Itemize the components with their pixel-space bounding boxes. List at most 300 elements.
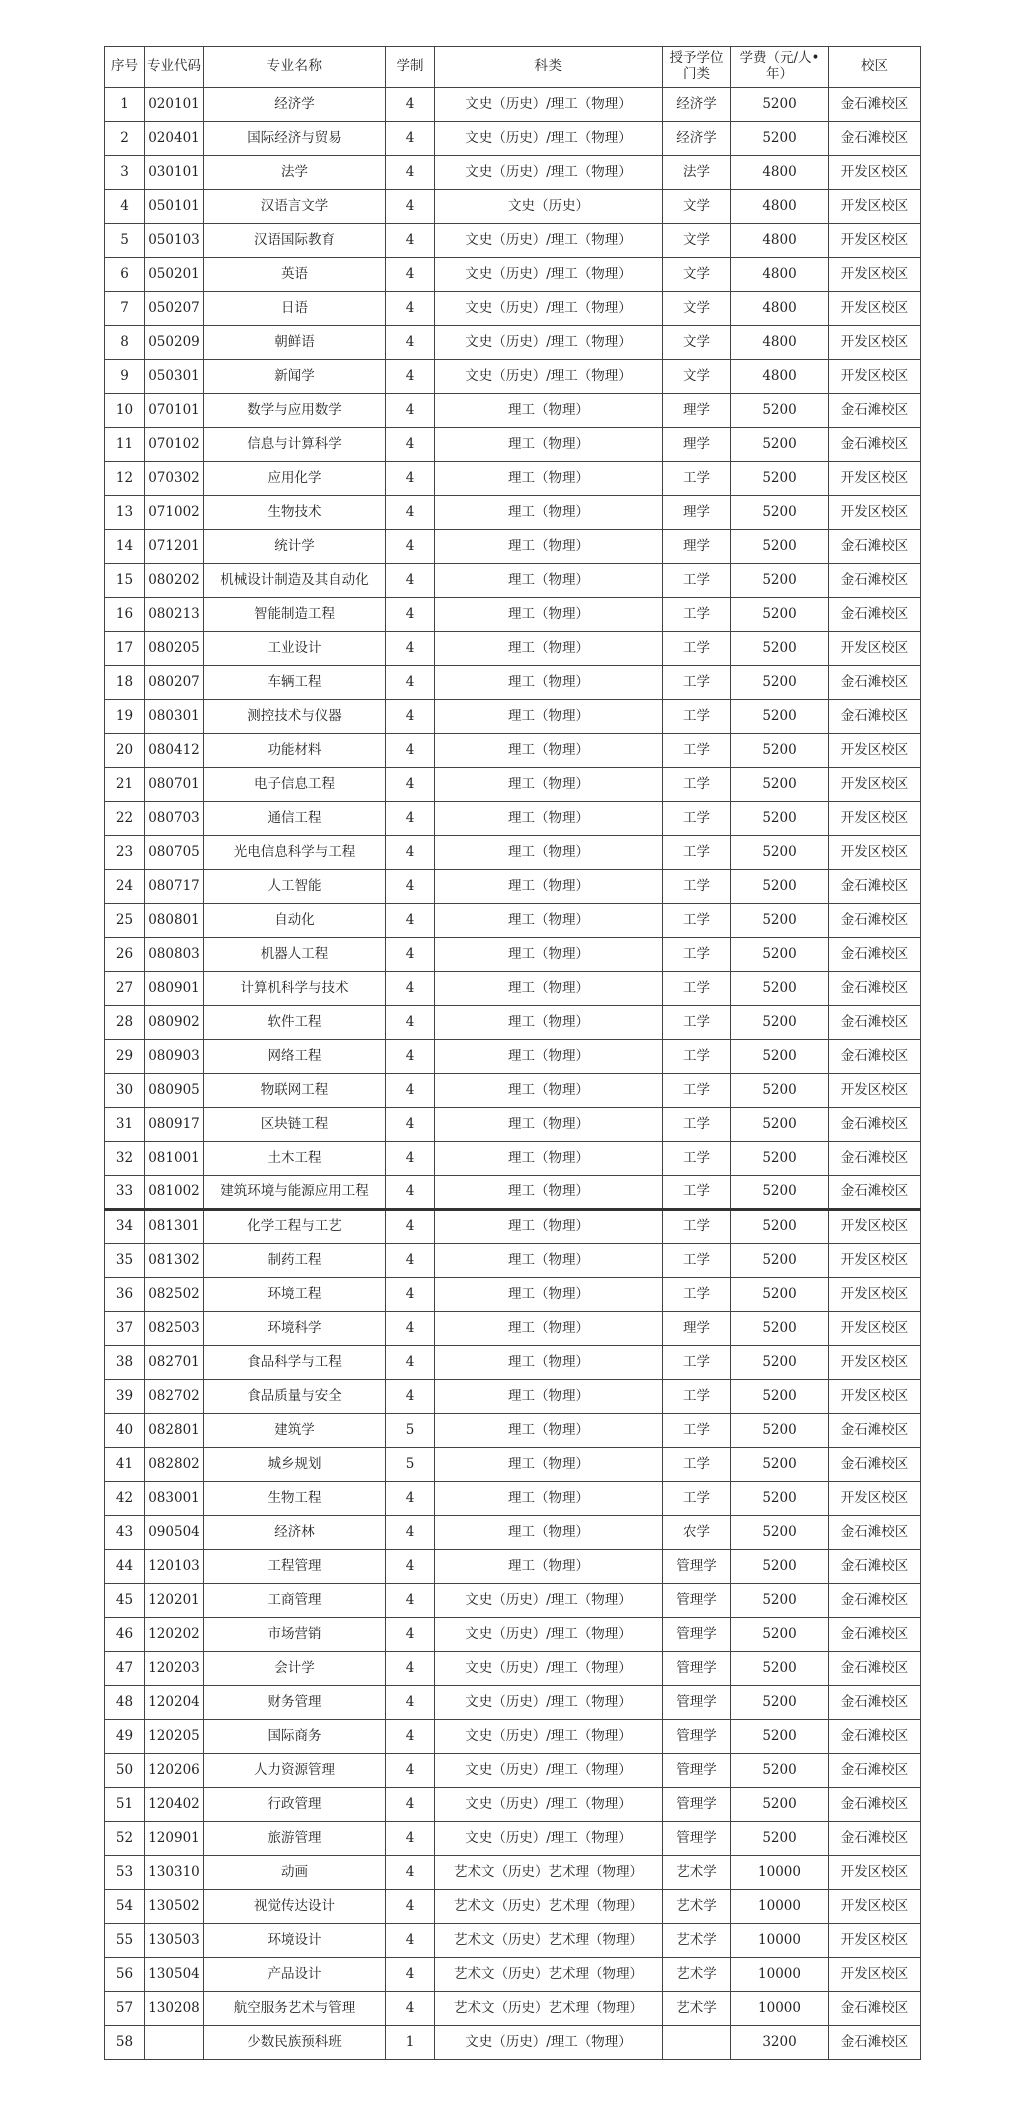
cell-name: 车辆工程 bbox=[204, 666, 386, 700]
cell-fee: 10000 bbox=[731, 1924, 829, 1958]
cell-fee: 5200 bbox=[731, 530, 829, 564]
cell-years: 4 bbox=[386, 1346, 435, 1380]
table-row bbox=[105, 360, 921, 394]
header-fee: 学费（元/人•年） bbox=[731, 47, 829, 88]
cell-name: 生物技术 bbox=[204, 496, 386, 530]
cell-degree: 管理学 bbox=[663, 1686, 731, 1720]
cell-name: 环境工程 bbox=[204, 1278, 386, 1312]
cell-name: 数学与应用数学 bbox=[204, 394, 386, 428]
cell-degree: 工学 bbox=[663, 1278, 731, 1312]
cell-fee: 5200 bbox=[731, 1142, 829, 1176]
cell-seq: 30 bbox=[105, 1074, 145, 1108]
cell-name: 日语 bbox=[204, 292, 386, 326]
cell-years: 4 bbox=[386, 1788, 435, 1822]
cell-years: 4 bbox=[386, 1210, 435, 1244]
table-row bbox=[105, 1856, 921, 1890]
cell-campus: 金石滩校区 bbox=[829, 1040, 921, 1074]
cell-fee: 5200 bbox=[731, 1346, 829, 1380]
cell-seq: 21 bbox=[105, 768, 145, 802]
cell-seq: 42 bbox=[105, 1482, 145, 1516]
cell-name: 产品设计 bbox=[204, 1958, 386, 1992]
cell-degree: 管理学 bbox=[663, 1788, 731, 1822]
major-fee-table bbox=[104, 46, 921, 2060]
cell-campus: 开发区校区 bbox=[829, 156, 921, 190]
cell-fee: 5200 bbox=[731, 1006, 829, 1040]
cell-fee: 5200 bbox=[731, 1380, 829, 1414]
table-row bbox=[105, 802, 921, 836]
cell-seq: 38 bbox=[105, 1346, 145, 1380]
cell-name: 通信工程 bbox=[204, 802, 386, 836]
cell-campus: 金石滩校区 bbox=[829, 1652, 921, 1686]
cell-degree: 管理学 bbox=[663, 1584, 731, 1618]
cell-code: 082801 bbox=[145, 1414, 204, 1448]
cell-campus: 金石滩校区 bbox=[829, 1108, 921, 1142]
cell-code: 120201 bbox=[145, 1584, 204, 1618]
cell-name: 功能材料 bbox=[204, 734, 386, 768]
cell-years: 4 bbox=[386, 1074, 435, 1108]
cell-campus: 金石滩校区 bbox=[829, 1618, 921, 1652]
cell-code: 082802 bbox=[145, 1448, 204, 1482]
cell-seq: 51 bbox=[105, 1788, 145, 1822]
cell-subject: 理工（物理） bbox=[435, 564, 663, 598]
table-row bbox=[105, 292, 921, 326]
cell-name: 市场营销 bbox=[204, 1618, 386, 1652]
cell-years: 4 bbox=[386, 258, 435, 292]
cell-name: 旅游管理 bbox=[204, 1822, 386, 1856]
cell-subject: 理工（物理） bbox=[435, 394, 663, 428]
cell-years: 5 bbox=[386, 1414, 435, 1448]
cell-degree: 艺术学 bbox=[663, 1856, 731, 1890]
cell-code: 080803 bbox=[145, 938, 204, 972]
cell-seq: 41 bbox=[105, 1448, 145, 1482]
table-row bbox=[105, 122, 921, 156]
cell-code: 070102 bbox=[145, 428, 204, 462]
cell-campus: 开发区校区 bbox=[829, 1924, 921, 1958]
cell-seq: 53 bbox=[105, 1856, 145, 1890]
cell-subject: 理工（物理） bbox=[435, 1346, 663, 1380]
cell-years: 4 bbox=[386, 1550, 435, 1584]
table-row bbox=[105, 1244, 921, 1278]
table-row bbox=[105, 972, 921, 1006]
table-row bbox=[105, 598, 921, 632]
cell-degree: 理学 bbox=[663, 394, 731, 428]
cell-seq: 16 bbox=[105, 598, 145, 632]
cell-degree: 工学 bbox=[663, 972, 731, 1006]
cell-degree: 工学 bbox=[663, 904, 731, 938]
table-row bbox=[105, 88, 921, 122]
cell-years: 4 bbox=[386, 1856, 435, 1890]
cell-fee: 5200 bbox=[731, 972, 829, 1006]
cell-degree: 经济学 bbox=[663, 122, 731, 156]
cell-fee: 10000 bbox=[731, 1890, 829, 1924]
cell-name: 环境科学 bbox=[204, 1312, 386, 1346]
cell-seq: 48 bbox=[105, 1686, 145, 1720]
cell-degree: 工学 bbox=[663, 598, 731, 632]
cell-seq: 47 bbox=[105, 1652, 145, 1686]
table-row bbox=[105, 1040, 921, 1074]
cell-fee: 5200 bbox=[731, 1244, 829, 1278]
cell-name: 环境设计 bbox=[204, 1924, 386, 1958]
cell-degree: 理学 bbox=[663, 428, 731, 462]
cell-subject: 艺术文（历史）艺术理（物理） bbox=[435, 1924, 663, 1958]
header-code: 专业代码 bbox=[145, 47, 204, 88]
cell-fee: 10000 bbox=[731, 1992, 829, 2026]
cell-fee: 5200 bbox=[731, 938, 829, 972]
cell-fee: 5200 bbox=[731, 734, 829, 768]
cell-years: 4 bbox=[386, 904, 435, 938]
cell-fee: 5200 bbox=[731, 1040, 829, 1074]
cell-subject: 理工（物理） bbox=[435, 802, 663, 836]
cell-years: 4 bbox=[386, 428, 435, 462]
cell-seq: 9 bbox=[105, 360, 145, 394]
table-row bbox=[105, 258, 921, 292]
table-row bbox=[105, 1890, 921, 1924]
cell-years: 4 bbox=[386, 190, 435, 224]
cell-campus: 开发区校区 bbox=[829, 1278, 921, 1312]
cell-seq: 4 bbox=[105, 190, 145, 224]
cell-degree: 管理学 bbox=[663, 1550, 731, 1584]
cell-years: 4 bbox=[386, 666, 435, 700]
cell-degree: 工学 bbox=[663, 870, 731, 904]
cell-code: 082701 bbox=[145, 1346, 204, 1380]
cell-code: 080901 bbox=[145, 972, 204, 1006]
cell-name: 应用化学 bbox=[204, 462, 386, 496]
cell-subject: 理工（物理） bbox=[435, 734, 663, 768]
cell-years: 4 bbox=[386, 394, 435, 428]
cell-campus: 开发区校区 bbox=[829, 496, 921, 530]
cell-code: 080701 bbox=[145, 768, 204, 802]
cell-code: 083001 bbox=[145, 1482, 204, 1516]
cell-years: 4 bbox=[386, 1312, 435, 1346]
cell-name: 经济林 bbox=[204, 1516, 386, 1550]
cell-seq: 1 bbox=[105, 88, 145, 122]
cell-subject: 文史（历史）/理工（物理） bbox=[435, 156, 663, 190]
table-row bbox=[105, 394, 921, 428]
cell-degree: 工学 bbox=[663, 1482, 731, 1516]
table-row bbox=[105, 1142, 921, 1176]
cell-subject: 文史（历史）/理工（物理） bbox=[435, 326, 663, 360]
cell-years: 4 bbox=[386, 1584, 435, 1618]
cell-fee: 4800 bbox=[731, 292, 829, 326]
cell-subject: 文史（历史）/理工（物理） bbox=[435, 1618, 663, 1652]
cell-campus: 开发区校区 bbox=[829, 768, 921, 802]
cell-subject: 理工（物理） bbox=[435, 1074, 663, 1108]
cell-code: 120901 bbox=[145, 1822, 204, 1856]
table-row bbox=[105, 462, 921, 496]
table-row bbox=[105, 326, 921, 360]
cell-years: 4 bbox=[386, 938, 435, 972]
cell-code: 080205 bbox=[145, 632, 204, 666]
header-years: 学制 bbox=[386, 47, 435, 88]
table-row bbox=[105, 870, 921, 904]
cell-seq: 10 bbox=[105, 394, 145, 428]
table-row bbox=[105, 1584, 921, 1618]
table-row bbox=[105, 1278, 921, 1312]
cell-seq: 29 bbox=[105, 1040, 145, 1074]
cell-code: 080903 bbox=[145, 1040, 204, 1074]
cell-degree: 工学 bbox=[663, 768, 731, 802]
cell-subject: 文史（历史）/理工（物理） bbox=[435, 88, 663, 122]
cell-subject: 理工（物理） bbox=[435, 1312, 663, 1346]
cell-name: 财务管理 bbox=[204, 1686, 386, 1720]
cell-code: 071002 bbox=[145, 496, 204, 530]
cell-fee: 5200 bbox=[731, 1278, 829, 1312]
cell-subject: 文史（历史）/理工（物理） bbox=[435, 1720, 663, 1754]
cell-subject: 文史（历史）/理工（物理） bbox=[435, 1788, 663, 1822]
cell-years: 4 bbox=[386, 1890, 435, 1924]
cell-years: 4 bbox=[386, 870, 435, 904]
cell-code: 081002 bbox=[145, 1176, 204, 1210]
cell-subject: 文史（历史）/理工（物理） bbox=[435, 2026, 663, 2060]
cell-name: 食品质量与安全 bbox=[204, 1380, 386, 1414]
cell-code: 082502 bbox=[145, 1278, 204, 1312]
cell-degree: 工学 bbox=[663, 700, 731, 734]
cell-subject: 理工（物理） bbox=[435, 598, 663, 632]
cell-degree: 文学 bbox=[663, 292, 731, 326]
cell-name: 工程管理 bbox=[204, 1550, 386, 1584]
table-row bbox=[105, 1720, 921, 1754]
cell-degree: 工学 bbox=[663, 1448, 731, 1482]
cell-fee: 4800 bbox=[731, 224, 829, 258]
cell-years: 4 bbox=[386, 224, 435, 258]
cell-code: 080905 bbox=[145, 1074, 204, 1108]
table-row bbox=[105, 1176, 921, 1210]
cell-degree: 理学 bbox=[663, 530, 731, 564]
cell-campus: 开发区校区 bbox=[829, 360, 921, 394]
cell-campus: 金石滩校区 bbox=[829, 666, 921, 700]
cell-subject: 艺术文（历史）艺术理（物理） bbox=[435, 1856, 663, 1890]
table-row bbox=[105, 1516, 921, 1550]
cell-years: 4 bbox=[386, 88, 435, 122]
header-name: 专业名称 bbox=[204, 47, 386, 88]
cell-fee: 3200 bbox=[731, 2026, 829, 2060]
cell-code: 080705 bbox=[145, 836, 204, 870]
table-row bbox=[105, 1992, 921, 2026]
cell-degree: 文学 bbox=[663, 360, 731, 394]
cell-degree: 工学 bbox=[663, 1108, 731, 1142]
cell-subject: 文史（历史）/理工（物理） bbox=[435, 224, 663, 258]
cell-name: 人工智能 bbox=[204, 870, 386, 904]
cell-code: 070101 bbox=[145, 394, 204, 428]
cell-years: 4 bbox=[386, 768, 435, 802]
cell-years: 4 bbox=[386, 1108, 435, 1142]
cell-fee: 4800 bbox=[731, 360, 829, 394]
cell-subject: 理工（物理） bbox=[435, 1278, 663, 1312]
cell-seq: 7 bbox=[105, 292, 145, 326]
cell-degree: 工学 bbox=[663, 1074, 731, 1108]
cell-subject: 文史（历史）/理工（物理） bbox=[435, 1754, 663, 1788]
cell-seq: 15 bbox=[105, 564, 145, 598]
cell-campus: 金石滩校区 bbox=[829, 1584, 921, 1618]
cell-code: 050201 bbox=[145, 258, 204, 292]
cell-code: 080717 bbox=[145, 870, 204, 904]
cell-subject: 理工（物理） bbox=[435, 1006, 663, 1040]
table-row bbox=[105, 632, 921, 666]
cell-degree: 文学 bbox=[663, 258, 731, 292]
cell-name: 新闻学 bbox=[204, 360, 386, 394]
cell-campus: 开发区校区 bbox=[829, 190, 921, 224]
table-row bbox=[105, 1958, 921, 1992]
cell-fee: 4800 bbox=[731, 258, 829, 292]
cell-code: 071201 bbox=[145, 530, 204, 564]
cell-fee: 5200 bbox=[731, 802, 829, 836]
cell-years: 4 bbox=[386, 1924, 435, 1958]
cell-years: 4 bbox=[386, 598, 435, 632]
cell-code: 050209 bbox=[145, 326, 204, 360]
cell-fee: 5200 bbox=[731, 428, 829, 462]
cell-code: 120204 bbox=[145, 1686, 204, 1720]
cell-campus: 开发区校区 bbox=[829, 1856, 921, 1890]
cell-subject: 理工（物理） bbox=[435, 1176, 663, 1210]
cell-campus: 金石滩校区 bbox=[829, 1822, 921, 1856]
cell-subject: 艺术文（历史）艺术理（物理） bbox=[435, 1890, 663, 1924]
table-row bbox=[105, 190, 921, 224]
cell-seq: 39 bbox=[105, 1380, 145, 1414]
table-row bbox=[105, 530, 921, 564]
cell-name: 人力资源管理 bbox=[204, 1754, 386, 1788]
cell-campus: 金石滩校区 bbox=[829, 1720, 921, 1754]
cell-degree: 管理学 bbox=[663, 1822, 731, 1856]
cell-name: 机器人工程 bbox=[204, 938, 386, 972]
cell-campus: 开发区校区 bbox=[829, 1380, 921, 1414]
cell-seq: 49 bbox=[105, 1720, 145, 1754]
cell-fee: 5200 bbox=[731, 1074, 829, 1108]
cell-degree: 管理学 bbox=[663, 1720, 731, 1754]
cell-years: 4 bbox=[386, 1482, 435, 1516]
cell-years: 5 bbox=[386, 1448, 435, 1482]
cell-years: 4 bbox=[386, 1006, 435, 1040]
table-row bbox=[105, 1380, 921, 1414]
cell-campus: 金石滩校区 bbox=[829, 1448, 921, 1482]
cell-degree: 工学 bbox=[663, 1210, 731, 1244]
cell-degree: 工学 bbox=[663, 802, 731, 836]
cell-campus: 开发区校区 bbox=[829, 1890, 921, 1924]
cell-subject: 理工（物理） bbox=[435, 972, 663, 1006]
cell-years: 4 bbox=[386, 1652, 435, 1686]
cell-subject: 理工（物理） bbox=[435, 1040, 663, 1074]
cell-name: 土木工程 bbox=[204, 1142, 386, 1176]
cell-years: 4 bbox=[386, 1992, 435, 2026]
cell-campus: 开发区校区 bbox=[829, 1346, 921, 1380]
header-subject: 科类 bbox=[435, 47, 663, 88]
cell-campus: 金石滩校区 bbox=[829, 1550, 921, 1584]
table-row bbox=[105, 496, 921, 530]
table-row bbox=[105, 564, 921, 598]
cell-subject: 理工（物理） bbox=[435, 530, 663, 564]
cell-code: 130503 bbox=[145, 1924, 204, 1958]
cell-seq: 33 bbox=[105, 1176, 145, 1210]
cell-degree: 工学 bbox=[663, 1006, 731, 1040]
table-row bbox=[105, 1414, 921, 1448]
cell-campus: 开发区校区 bbox=[829, 258, 921, 292]
cell-years: 1 bbox=[386, 2026, 435, 2060]
cell-degree: 经济学 bbox=[663, 88, 731, 122]
cell-subject: 理工（物理） bbox=[435, 1482, 663, 1516]
cell-campus: 开发区校区 bbox=[829, 224, 921, 258]
table-row bbox=[105, 2026, 921, 2060]
cell-fee: 4800 bbox=[731, 156, 829, 190]
cell-subject: 理工（物理） bbox=[435, 1244, 663, 1278]
cell-fee: 5200 bbox=[731, 1788, 829, 1822]
cell-seq: 34 bbox=[105, 1210, 145, 1244]
cell-seq: 46 bbox=[105, 1618, 145, 1652]
cell-seq: 20 bbox=[105, 734, 145, 768]
cell-code: 120203 bbox=[145, 1652, 204, 1686]
cell-code: 080202 bbox=[145, 564, 204, 598]
cell-campus: 金石滩校区 bbox=[829, 598, 921, 632]
cell-subject: 理工（物理） bbox=[435, 428, 663, 462]
cell-fee: 4800 bbox=[731, 190, 829, 224]
table-row bbox=[105, 836, 921, 870]
cell-campus: 开发区校区 bbox=[829, 802, 921, 836]
cell-seq: 24 bbox=[105, 870, 145, 904]
cell-name: 汉语国际教育 bbox=[204, 224, 386, 258]
cell-degree: 理学 bbox=[663, 1312, 731, 1346]
cell-name: 建筑学 bbox=[204, 1414, 386, 1448]
cell-code: 081302 bbox=[145, 1244, 204, 1278]
cell-years: 4 bbox=[386, 1040, 435, 1074]
cell-seq: 13 bbox=[105, 496, 145, 530]
cell-campus: 开发区校区 bbox=[829, 326, 921, 360]
table-row bbox=[105, 1550, 921, 1584]
table-row bbox=[105, 938, 921, 972]
cell-degree: 工学 bbox=[663, 1244, 731, 1278]
cell-degree: 文学 bbox=[663, 326, 731, 360]
cell-code: 081001 bbox=[145, 1142, 204, 1176]
cell-years: 4 bbox=[386, 1958, 435, 1992]
cell-fee: 5200 bbox=[731, 700, 829, 734]
cell-seq: 28 bbox=[105, 1006, 145, 1040]
cell-fee: 5200 bbox=[731, 1482, 829, 1516]
table-row bbox=[105, 1210, 921, 1244]
cell-subject: 理工（物理） bbox=[435, 700, 663, 734]
cell-name: 视觉传达设计 bbox=[204, 1890, 386, 1924]
cell-code: 082702 bbox=[145, 1380, 204, 1414]
cell-degree: 工学 bbox=[663, 1414, 731, 1448]
cell-campus: 开发区校区 bbox=[829, 1210, 921, 1244]
cell-seq: 11 bbox=[105, 428, 145, 462]
cell-name: 智能制造工程 bbox=[204, 598, 386, 632]
table-row bbox=[105, 1346, 921, 1380]
cell-years: 4 bbox=[386, 462, 435, 496]
cell-name: 区块链工程 bbox=[204, 1108, 386, 1142]
cell-degree: 工学 bbox=[663, 1040, 731, 1074]
cell-years: 4 bbox=[386, 836, 435, 870]
cell-years: 4 bbox=[386, 156, 435, 190]
cell-code: 080917 bbox=[145, 1108, 204, 1142]
cell-years: 4 bbox=[386, 326, 435, 360]
cell-fee: 5200 bbox=[731, 1618, 829, 1652]
cell-fee: 5200 bbox=[731, 904, 829, 938]
cell-years: 4 bbox=[386, 1516, 435, 1550]
cell-campus: 开发区校区 bbox=[829, 462, 921, 496]
cell-code: 120205 bbox=[145, 1720, 204, 1754]
cell-degree: 工学 bbox=[663, 1176, 731, 1210]
cell-seq: 32 bbox=[105, 1142, 145, 1176]
table-row bbox=[105, 1754, 921, 1788]
table-row bbox=[105, 1108, 921, 1142]
cell-fee: 5200 bbox=[731, 1652, 829, 1686]
cell-degree: 理学 bbox=[663, 496, 731, 530]
cell-seq: 54 bbox=[105, 1890, 145, 1924]
cell-name: 计算机科学与技术 bbox=[204, 972, 386, 1006]
cell-degree: 工学 bbox=[663, 666, 731, 700]
cell-seq: 8 bbox=[105, 326, 145, 360]
cell-seq: 50 bbox=[105, 1754, 145, 1788]
cell-degree: 工学 bbox=[663, 462, 731, 496]
cell-subject: 理工（物理） bbox=[435, 1516, 663, 1550]
cell-degree: 艺术学 bbox=[663, 1890, 731, 1924]
